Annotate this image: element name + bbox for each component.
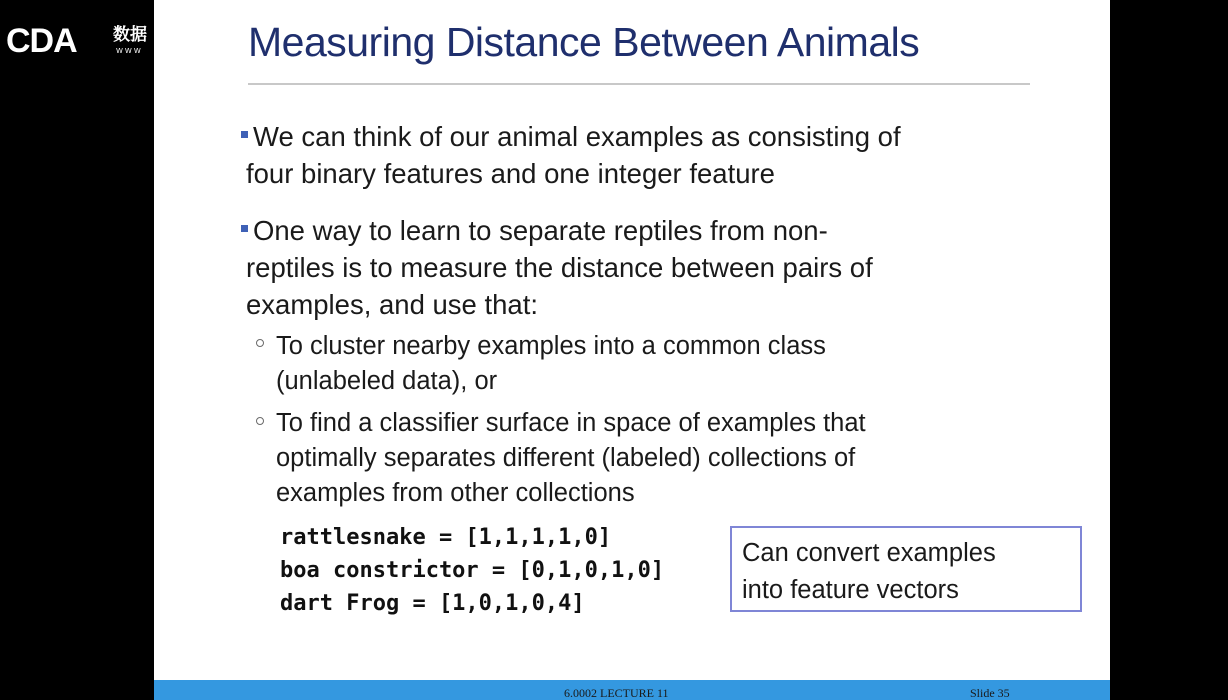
sub-bullet-1-line-1: To cluster nearby examples into a common class	[276, 332, 826, 360]
bullet-2-line-1: One way to learn to separate reptiles from non-	[253, 215, 828, 246]
logo-mark: CDA	[6, 22, 77, 60]
slide-title: Measuring Distance Between Animals	[248, 19, 920, 65]
callout-box	[730, 526, 1082, 612]
footer-lecture-label: 6.0002 LECTURE 11	[564, 686, 669, 700]
title-divider	[248, 83, 1030, 85]
bullet-square-icon	[241, 225, 248, 232]
callout-line-2: into feature vectors	[742, 576, 959, 604]
bullet-square-icon	[241, 131, 248, 138]
callout-line-1: Can convert examples	[742, 539, 996, 567]
code-line-dart-frog: dart Frog = [1,0,1,0,4]	[280, 591, 585, 616]
code-line-boa-constrictor: boa constrictor = [0,1,0,1,0]	[280, 558, 665, 583]
lecture-slide	[154, 0, 1110, 700]
sub-bullet-2-line-1: To find a classifier surface in space of examples that	[276, 409, 866, 437]
logo-www-text: WWW	[116, 47, 143, 55]
logo-chinese-text: 数据	[113, 25, 147, 45]
bullet-1-line-2: four binary features and one integer feature	[246, 158, 775, 189]
slide-footer-bar	[154, 680, 1110, 700]
bullet-2-line-2: reptiles is to measure the distance between pairs of	[246, 252, 873, 283]
code-line-rattlesnake: rattlesnake = [1,1,1,1,0]	[280, 525, 612, 550]
cda-watermark-logo	[6, 22, 156, 62]
sub-bullet-2-line-2: optimally separates different (labeled) collections of	[276, 444, 856, 472]
sub-bullet-ring-icon	[256, 339, 264, 347]
bullet-1-line-1: We can think of our animal examples as consisting of	[253, 121, 901, 152]
sub-bullet-2-line-3: examples from other collections	[276, 479, 635, 507]
callout-text	[742, 535, 996, 609]
feature-vector-code-block	[280, 521, 664, 620]
bullet-2-line-3: examples, and use that:	[246, 289, 538, 320]
sub-bullet-ring-icon	[256, 417, 264, 425]
footer-slide-number: Slide 35	[970, 686, 1010, 700]
sub-bullet-1-line-2: (unlabeled data), or	[276, 367, 498, 395]
